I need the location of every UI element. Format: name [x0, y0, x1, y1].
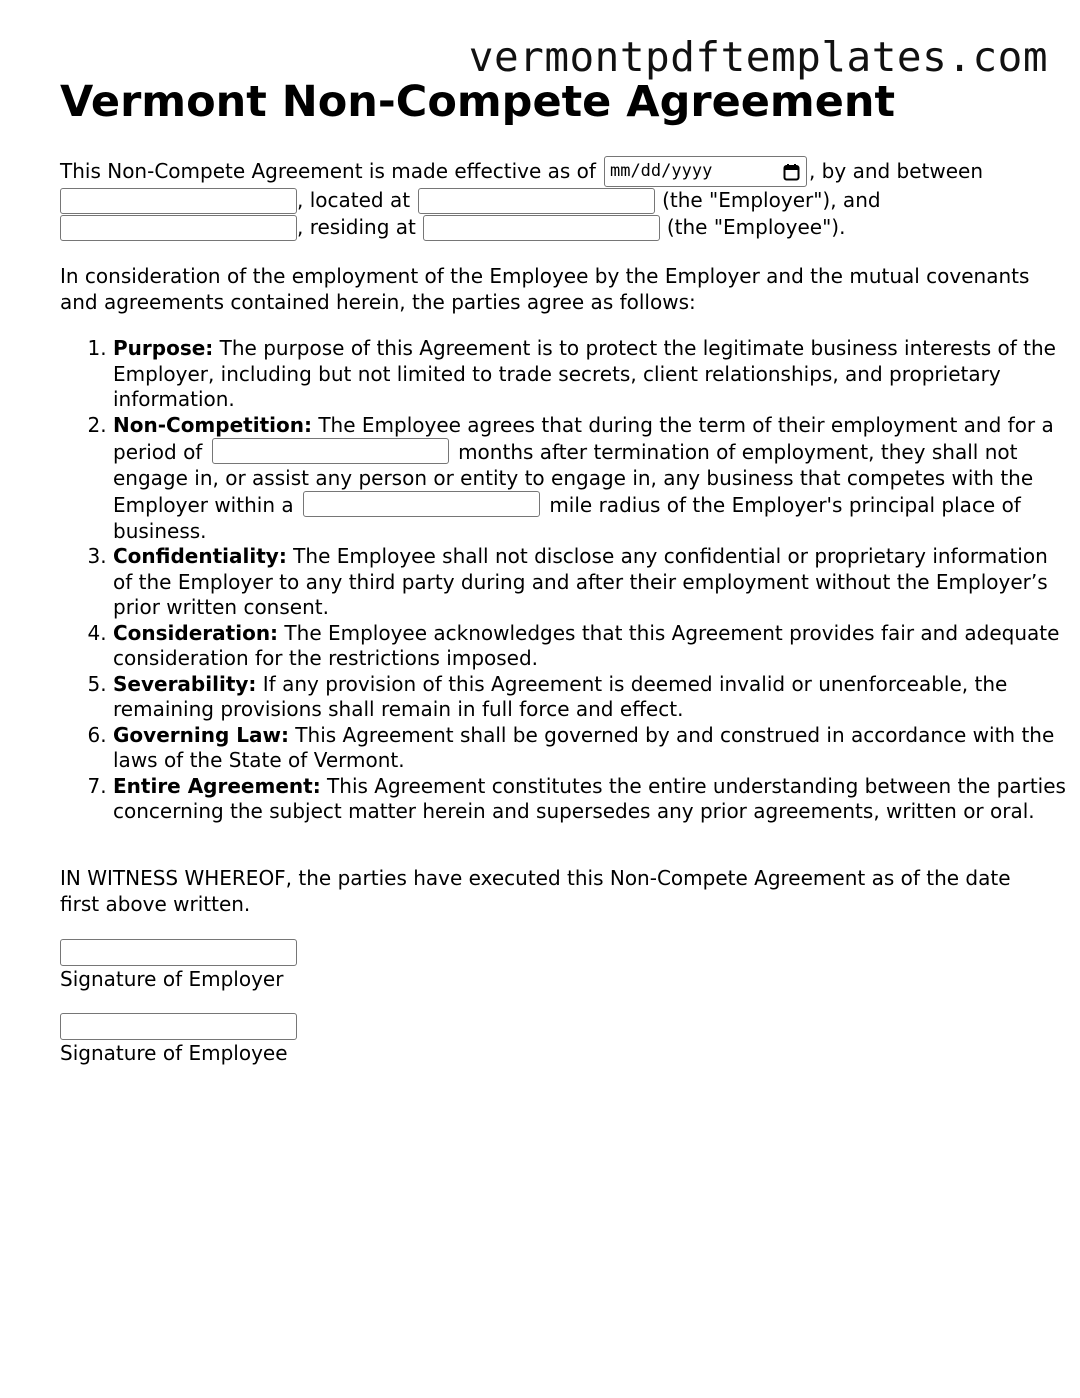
employer-signature-block [60, 939, 297, 993]
clause-item [113, 413, 1073, 545]
intro-line-1 [60, 157, 1035, 186]
calendar-icon[interactable] [783, 163, 800, 181]
clause-text: This Agreement shall be governed by and construed in accordance with the laws of the State of Vermont. [113, 722, 1055, 772]
watermark: vermontpdftemplates.com [468, 33, 1048, 81]
clause-item [113, 723, 1073, 774]
clause-text: This Agreement constitutes the entire understanding between the parties concerning the subject matter herein and supersedes any prior agreements, written or oral. [113, 773, 1066, 823]
intro-line-2 [60, 186, 1035, 215]
employee-signature-block [60, 1013, 297, 1067]
clause-text: The Employee shall not disclose any confidential or proprietary information of the Employer to any third party during and after their employment without the Employer’s prior written consent. [113, 544, 1048, 619]
clause-text: months after termination of employment, they shall not engage in, or assist any person or entity to engage in, any business that competes with the Employer within a [113, 440, 1034, 517]
clause-term: Consideration: [113, 620, 279, 645]
clause-item [113, 672, 1073, 723]
clause-text: mile radius of the Employer's principal place of business. [113, 493, 1021, 543]
clause-term: Entire Agreement: [113, 773, 321, 798]
clause-term: Governing Law: [113, 722, 289, 747]
employer-signature-input[interactable] [60, 939, 297, 966]
clauses-list [60, 336, 1073, 825]
clause-item [113, 544, 1073, 621]
restriction-months-input[interactable] [212, 438, 449, 464]
clause-term: Non-Competition: [113, 412, 312, 437]
clause-item [113, 336, 1073, 413]
effective-date-input[interactable] [604, 156, 807, 187]
intro-section [60, 157, 1035, 242]
employer-name-input[interactable] [60, 188, 297, 214]
page-title: Vermont Non-Compete Agreement [60, 77, 896, 127]
employee-name-input[interactable] [60, 215, 297, 241]
witness-paragraph: IN WITNESS WHEREOF, the parties have executed this Non-Compete Agreement as of the date first above written. [60, 866, 1011, 916]
intro-text: (the "Employer"), and [662, 187, 881, 212]
clause-text: The purpose of this Agreement is to protect the legitimate business interests of the Employer, including but not limited to trade secrets, client relationships, and proprietary information. [113, 336, 1056, 411]
clause-item [113, 774, 1073, 825]
clause-item [113, 621, 1073, 672]
employer-signature-label: Signature of Employer [60, 967, 284, 991]
intro-text: , located at [297, 187, 411, 212]
intro-text: (the "Employee"). [666, 214, 846, 239]
clause-term: Purpose: [113, 336, 214, 360]
clause-text: If any provision of this Agreement is deemed invalid or unenforceable, the remaining provisions shall remain in full force and effect. [113, 671, 1008, 721]
intro-line-3 [60, 213, 1035, 242]
consideration-paragraph: In consideration of the employment of the Employee by the Employer and the mutual covenants and agreements contained herein, the parties agree as follows: [60, 264, 1030, 314]
radius-miles-input[interactable] [303, 491, 540, 517]
clause-term: Severability: [113, 671, 257, 696]
clause-text: The Employee acknowledges that this Agreement provides fair and adequate consideration for the restrictions imposed. [113, 620, 1060, 670]
employer-address-input[interactable] [418, 188, 655, 214]
intro-text: , residing at [297, 214, 416, 239]
employee-signature-label: Signature of Employee [60, 1041, 288, 1065]
clause-term: Confidentiality: [113, 544, 287, 568]
employee-signature-input[interactable] [60, 1013, 297, 1040]
employee-address-input[interactable] [423, 215, 660, 241]
clause-text: The Employee agrees that during the term of their employment and for a period of [113, 412, 1054, 464]
date-placeholder: mm/dd/yyyy [609, 160, 713, 181]
intro-text: , by and between [808, 158, 984, 183]
intro-text: This Non-Compete Agreement is made effective as of [60, 158, 596, 183]
